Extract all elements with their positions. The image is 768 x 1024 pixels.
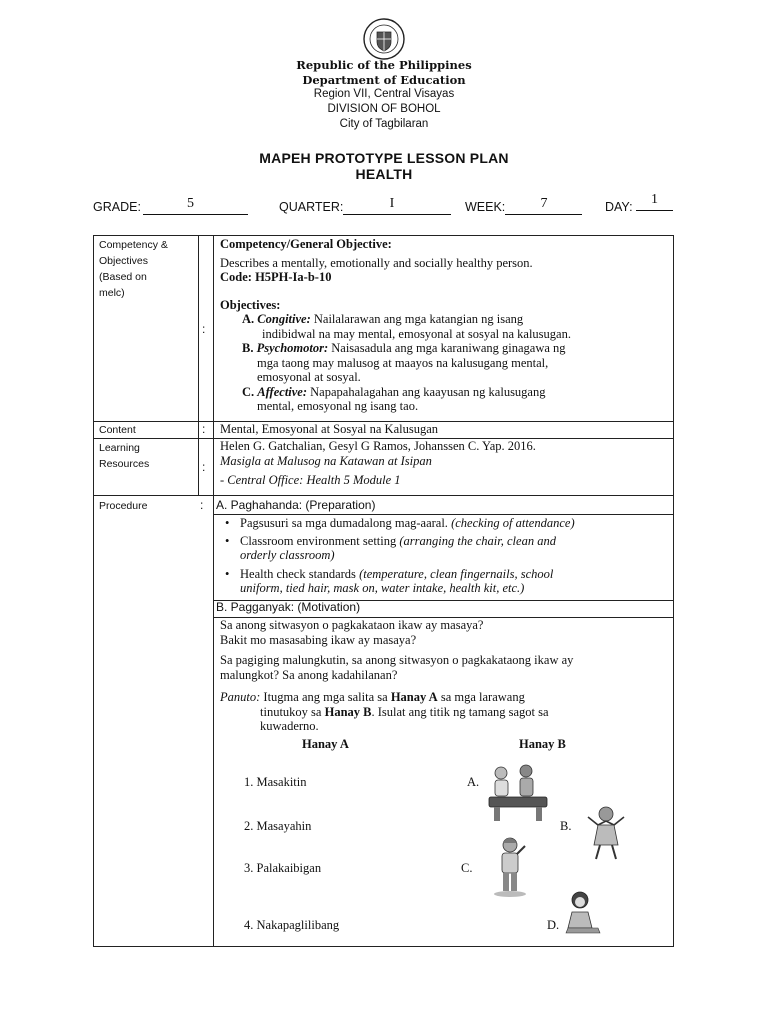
question-3-line-2: malungkot? Sa anong kadahilanan?: [220, 667, 398, 682]
objective-c: [220, 385, 670, 400]
week-label: WEEK:: [465, 200, 506, 214]
objective-b-term: Psychomotor:: [256, 341, 329, 355]
deped-seal-logo: [353, 17, 415, 61]
objectives-heading: Objectives:: [220, 297, 281, 312]
preparation-item-classroom: [216, 534, 672, 563]
competency-description: Describes a mentally, emotionally and socially healthy person.: [220, 255, 533, 270]
objective-a-letter: A.: [242, 312, 255, 326]
objective-c-letter: C.: [242, 384, 255, 399]
panuto-text-1a: Itugma ang mga salita sa: [263, 690, 388, 704]
competency-label-line-3: (Based on: [99, 271, 147, 283]
match-letter-d: D.: [547, 918, 560, 932]
question-1: Sa anong sitwasyon o pagkakataon ikaw ay masaya?: [220, 618, 484, 632]
learning-colon: :: [202, 460, 206, 474]
match-letter-a: A.: [467, 775, 480, 789]
header-department: Department of Education: [302, 73, 466, 87]
objective-c-text-1: Napapahalagahan ang kaayusan ng kalusugang: [310, 384, 546, 399]
hanay-a-header: Hanay A: [302, 737, 349, 751]
competency-label-line-2: Objectives: [99, 255, 149, 267]
sick-children-illustration: [484, 763, 552, 825]
hanay-b-header: Hanay B: [519, 737, 566, 751]
relaxing-child-illustration: [562, 888, 606, 938]
panuto-line-3: kuwaderno.: [260, 719, 319, 733]
competency-heading: Competency/General Objective:: [220, 237, 392, 251]
competency-code: Code: H5PH-Ia-b-10: [220, 270, 332, 284]
competency-label-line-4: melc): [99, 287, 125, 299]
doc-subtitle: HEALTH: [355, 166, 413, 182]
motivation-questions: [220, 618, 672, 734]
preparation-list: [216, 516, 672, 596]
objective-a-term: Congitive:: [257, 312, 311, 326]
learning-resources-label-2: Resources: [99, 458, 150, 470]
friendly-child-illustration: [490, 836, 532, 898]
header-region: Region VII, Central Visayas: [313, 88, 455, 100]
bullet-2-text: Classroom environment setting: [240, 533, 397, 548]
panuto-line-1: [220, 690, 672, 705]
day-label: DAY:: [605, 200, 633, 214]
competency-label-line-1: Competency &: [99, 239, 168, 251]
grade-value: 5: [187, 196, 194, 211]
content-colon: :: [202, 422, 206, 436]
bullet-3-note-2: uniform, tied hair, mask on, water intake, health kit, etc.): [240, 581, 525, 595]
header-republic: Republic of the Philippines: [296, 58, 472, 72]
bullet-1-note: (checking of attendance): [451, 516, 575, 530]
learning-resources-label-1: Learning: [99, 442, 140, 454]
section-a-heading: A. Paghahanda: (Preparation): [216, 498, 376, 512]
grade-label: GRADE:: [93, 200, 141, 214]
content-label: Content: [99, 424, 136, 436]
content-column-divider: [213, 236, 214, 946]
row-divider: [94, 495, 673, 496]
preparation-item-health-check: [216, 567, 672, 596]
week-value: 7: [540, 196, 548, 211]
objective-b-text-1: Naisasadula ang mga karaniwang ginagawa ng: [331, 341, 566, 355]
learning-authors: Helen G. Gatchalian, Gesyl G Ramos, Johanssen C. Yap. 2016.: [220, 439, 536, 453]
objective-c-text-2: mental, emosyonal ng isang tao.: [257, 399, 419, 413]
question-2: Bakit mo masasabing ikaw ay masaya?: [220, 632, 417, 647]
objective-b-text-2: mga taong may malusog at maayos na kalusugang mental,: [257, 355, 549, 370]
question-3-line-1: Sa pagiging malungkutin, sa anong sitwasyon o pagkakataong ikaw ay: [220, 653, 574, 667]
quarter-label: QUARTER:: [279, 200, 344, 214]
match-letter-c: C.: [461, 861, 473, 875]
match-item-1: 1. Masakitin: [244, 775, 307, 789]
bullet-3-text: Health check standards: [240, 566, 356, 581]
procedure-colon: :: [200, 498, 204, 512]
panuto-text-2b: . Isulat ang titik ng tamang sagot sa: [371, 704, 549, 719]
procedure-label: Procedure: [99, 500, 148, 512]
learning-resources-cell: [220, 439, 670, 488]
panuto-hanay-b: Hanay B: [324, 704, 372, 719]
happy-child-illustration: [583, 805, 629, 863]
header-city: City of Tagbilaran: [339, 118, 429, 130]
learning-book-title: Masigla at Malusog na Katawan at Isipan: [220, 453, 432, 468]
objective-a-text-2: indibidwal na may mental, emosyonal at sosyal na kalusugan.: [262, 326, 571, 341]
panuto-text-2a: tinutukoy sa: [260, 704, 322, 719]
section-divider: [213, 514, 673, 515]
bullet-1-text: Pagsusuri sa mga dumadalong mag-aaral.: [240, 516, 448, 530]
bullet-2-note-2: orderly classroom): [240, 548, 335, 562]
bullet-3-note-1: (temperature, clean fingernails, school: [359, 566, 554, 581]
competency-label: [99, 237, 199, 301]
objective-b: [220, 341, 670, 356]
panuto-line-2: [220, 705, 672, 720]
quarter-value: I: [389, 196, 395, 211]
content-text: Mental, Emosyonal at Sosyal na Kalusugan: [220, 422, 439, 436]
objective-b-letter: B.: [242, 341, 254, 355]
objective-b-text-3: emosyonal at sosyal.: [257, 370, 361, 384]
competency-cell: [220, 237, 670, 414]
bullet-2-note-1: (arranging the chair, clean and: [399, 533, 556, 548]
preparation-item-attendance: [216, 516, 672, 531]
panuto-label: Panuto:: [220, 690, 261, 704]
match-item-3: 3. Palakaibigan: [244, 861, 322, 875]
objective-a-text-1: Nailalarawan ang mga katangian ng isang: [313, 312, 524, 326]
competency-colon: :: [202, 322, 206, 336]
match-letter-b: B.: [560, 819, 572, 833]
panuto-text-1b: sa mga larawang: [440, 690, 525, 704]
section-b-heading: B. Pagganyak: (Motivation): [216, 600, 361, 614]
doc-title: MAPEH PROTOTYPE LESSON PLAN: [259, 150, 509, 166]
objective-c-term: Affective:: [257, 384, 308, 399]
day-value: 1: [651, 192, 658, 207]
match-item-4: 4. Nakapaglilibang: [244, 918, 340, 932]
learning-office: - Central Office: Health 5 Module 1: [220, 473, 401, 487]
panuto-hanay-a: Hanay A: [390, 690, 438, 704]
objective-a: [220, 312, 670, 327]
header-division: DIVISION OF BOHOL: [327, 103, 441, 115]
match-item-2: 2. Masayahin: [244, 819, 312, 833]
